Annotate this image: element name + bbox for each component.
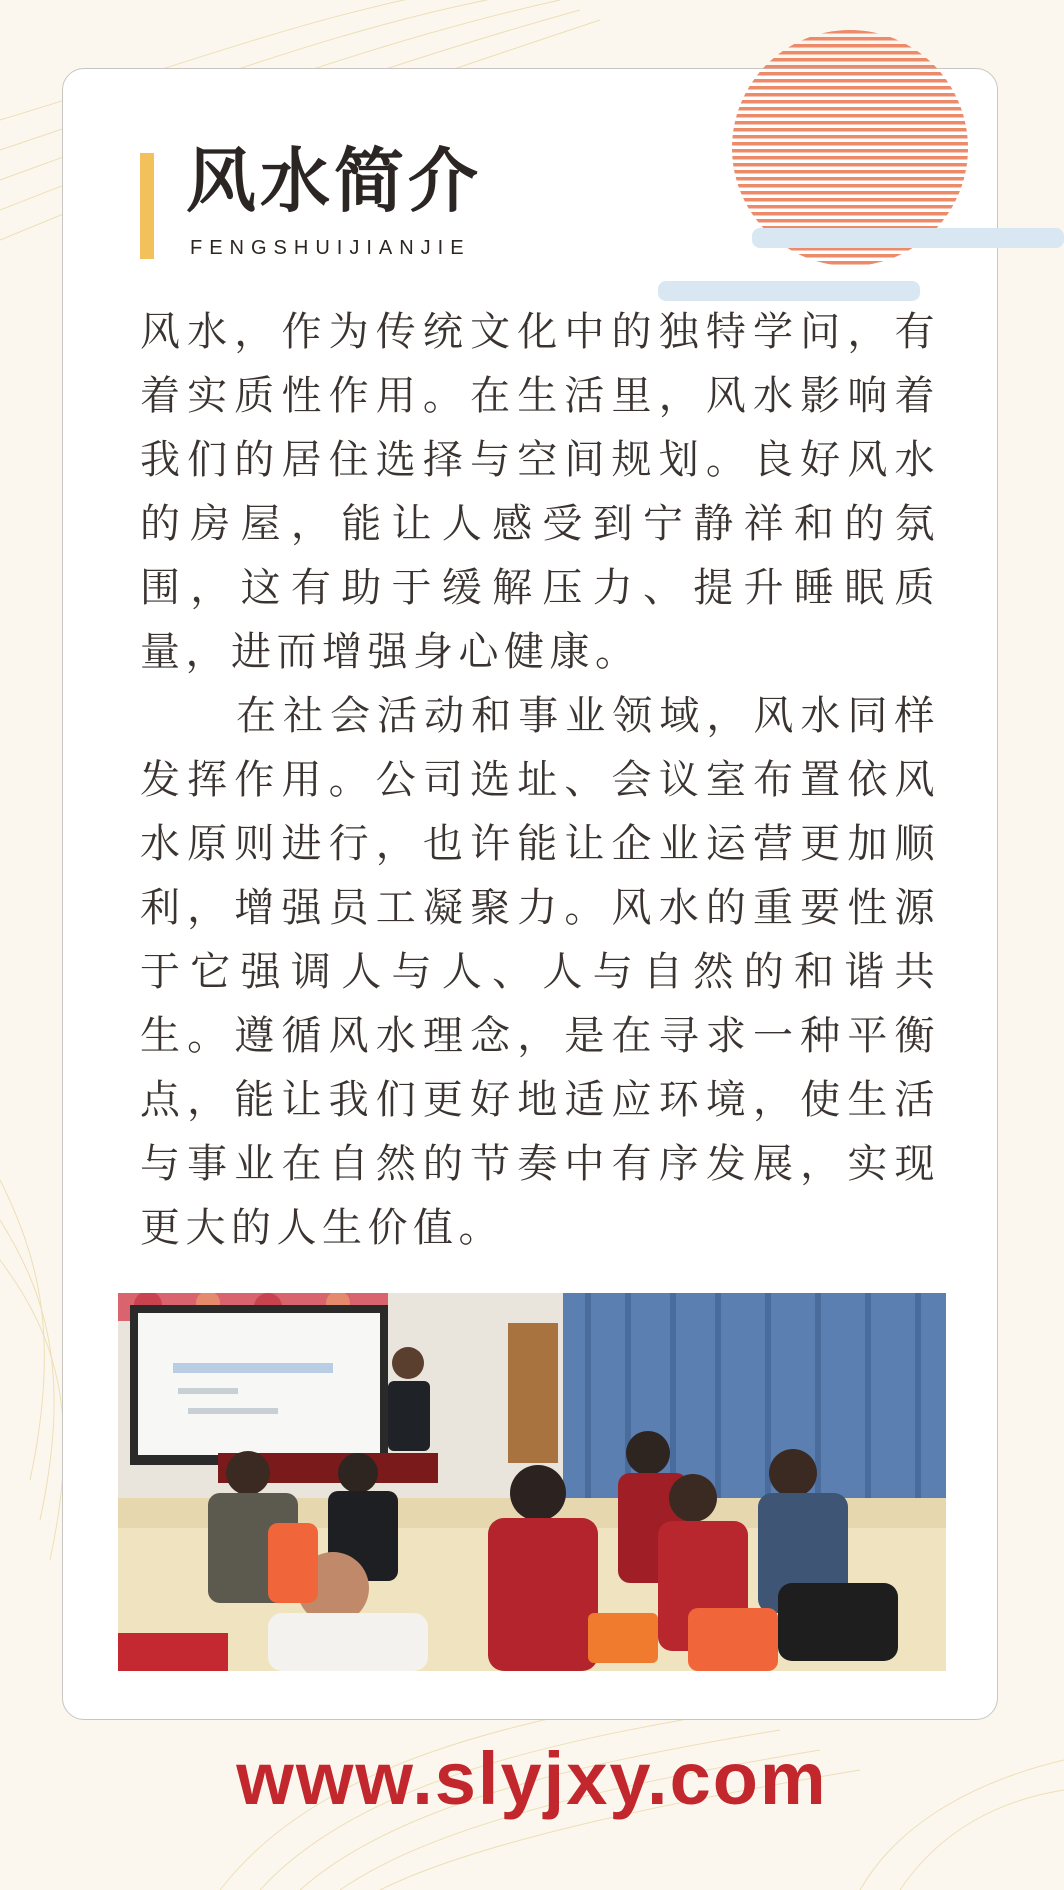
cloud-bar-bottom	[658, 281, 920, 301]
section-title: 风水简介	[186, 140, 482, 222]
paragraph-1: 风水，作为传统文化中的独特学问，有着实质性作用。在生活里，风水影响着我们的居住选择与空间规划。良好风水的房屋，能让人感受到宁静祥和的氛围，这有助于缓解压力、提升睡眠质量，进而增强身心健康。	[140, 309, 940, 675]
website-url[interactable]: www.slyjxy.com	[236, 1737, 828, 1820]
title-accent-bar	[140, 153, 154, 259]
section-subtitle: FENGSHUIJIANJIE	[190, 237, 471, 259]
cloud-bar-top	[752, 228, 1064, 248]
paragraph-2: 在社会活动和事业领域，风水同样发挥作用。公司选址、会议室布置依风水原则进行，也许能让企业运营更加顺利，增强员工凝聚力。风水的重要性源于它强调人与人、人与自然的和谐共生。遵循风水理念，是在寻求一种平衡点，能让我们更好地适应环境，使生活与事业在自然的节奏中有序发展，实现更大的人生价值。	[140, 693, 940, 1251]
article-body	[140, 300, 940, 1260]
classroom-photo	[118, 1293, 946, 1671]
